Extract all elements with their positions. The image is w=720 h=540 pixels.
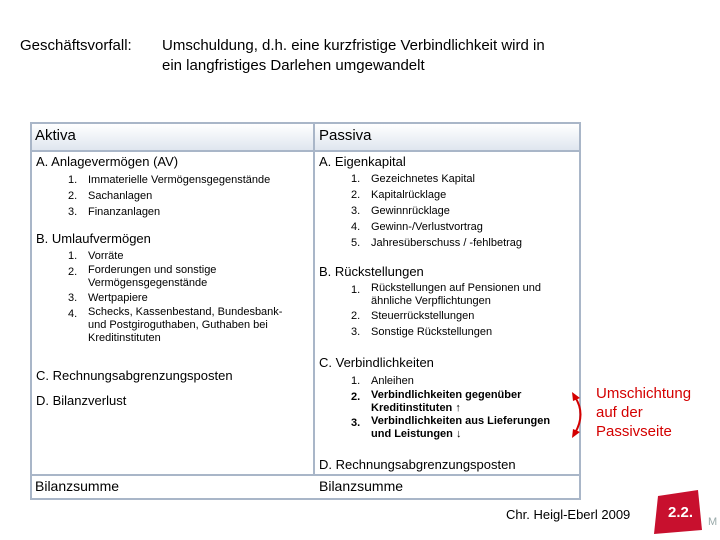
list-item: 3. Sonstige Rückstellungen	[351, 326, 493, 338]
footer-left-total: Bilanzsumme	[35, 478, 120, 494]
title-line-2: ein langfristiges Darlehen umgewandelt	[162, 57, 425, 74]
passiva-section-d: D. Rechnungsabgrenzungsposten	[319, 457, 516, 472]
passiva-a-list	[351, 171, 522, 251]
list-item: 3. Verbindlichkeiten aus Lieferungen und Leistungen ↓	[351, 415, 551, 440]
author-credit: Chr. Heigl-Eberl 2009	[506, 507, 631, 522]
balance-footer	[32, 474, 579, 498]
list-item: 1. Vorräte	[68, 250, 124, 262]
logo-letter: M	[708, 516, 718, 528]
list-item: 2. Verbindlichkeiten gegenüber Kreditinstituten ↑	[351, 389, 522, 414]
list-item: 3. Gewinnrücklage	[351, 205, 450, 217]
passiva-section-b: B. Rückstellungen	[319, 264, 424, 279]
list-item: 4. Gewinn-/Verlustvortrag	[351, 221, 483, 233]
aktiva-section-c: C. Rechnungsabgrenzungsposten	[36, 368, 233, 383]
footer-right-total: Bilanzsumme	[319, 478, 404, 494]
list-item: 5. Jahresüberschuss / -fehlbetrag	[351, 237, 523, 249]
shift-annotation: Umschichtung auf der Passivseite	[596, 385, 692, 440]
list-item: 4. Schecks, Kassenbestand, Bundesbank- und Postgiroguthaben, Guthaben bei Kreditinstituten	[68, 306, 283, 344]
aktiva-section-a: A. Anlagevermögen (AV)	[36, 154, 179, 169]
list-item: 1. Anleihen	[351, 375, 414, 387]
list-item: 2. Forderungen und sonstige Vermögensgegenstände	[68, 264, 217, 289]
list-item: 2. Sachanlagen	[68, 190, 153, 202]
passiva-c-list	[351, 373, 550, 441]
title-line-1: Umschuldung, d.h. eine kurzfristige Verbindlichkeit wird in	[162, 37, 545, 54]
column-divider	[313, 124, 315, 498]
double-arrow-icon	[566, 390, 592, 440]
arrow-down-icon: ↓	[455, 428, 462, 440]
passiva-section-c: C. Verbindlichkeiten	[319, 355, 434, 370]
list-item: 2. Kapitalrücklage	[351, 189, 447, 201]
list-item: 3. Wertpapiere	[68, 292, 148, 304]
aktiva-b-list	[68, 248, 282, 345]
passiva-section-a: A. Eigenkapital	[319, 154, 406, 169]
slide-number: 2.2.	[668, 504, 694, 521]
passiva-header: Passiva	[319, 127, 372, 144]
passiva-b-list	[351, 282, 541, 340]
balance-header	[32, 124, 579, 152]
balance-sheet	[30, 122, 581, 500]
list-item: 3. Finanzanlagen	[68, 206, 161, 218]
arrow-up-icon: ↑	[455, 402, 461, 414]
title-label: Geschäftsvorfall:	[20, 37, 132, 54]
aktiva-section-b: B. Umlaufvermögen	[36, 231, 151, 246]
list-item: 1. Rückstellungen auf Pensionen und ähnliche Verpflichtungen	[351, 282, 542, 307]
slide-number-badge	[650, 490, 702, 534]
list-item: 1. Gezeichnetes Kapital	[351, 173, 475, 185]
aktiva-header: Aktiva	[35, 127, 76, 144]
slide-title	[20, 36, 545, 76]
aktiva-a-list	[68, 172, 270, 220]
aktiva-section-d: D. Bilanzverlust	[36, 393, 127, 408]
list-item: 1. Immaterielle Vermögensgegenstände	[68, 174, 271, 186]
list-item: 2. Steuerrückstellungen	[351, 310, 475, 322]
